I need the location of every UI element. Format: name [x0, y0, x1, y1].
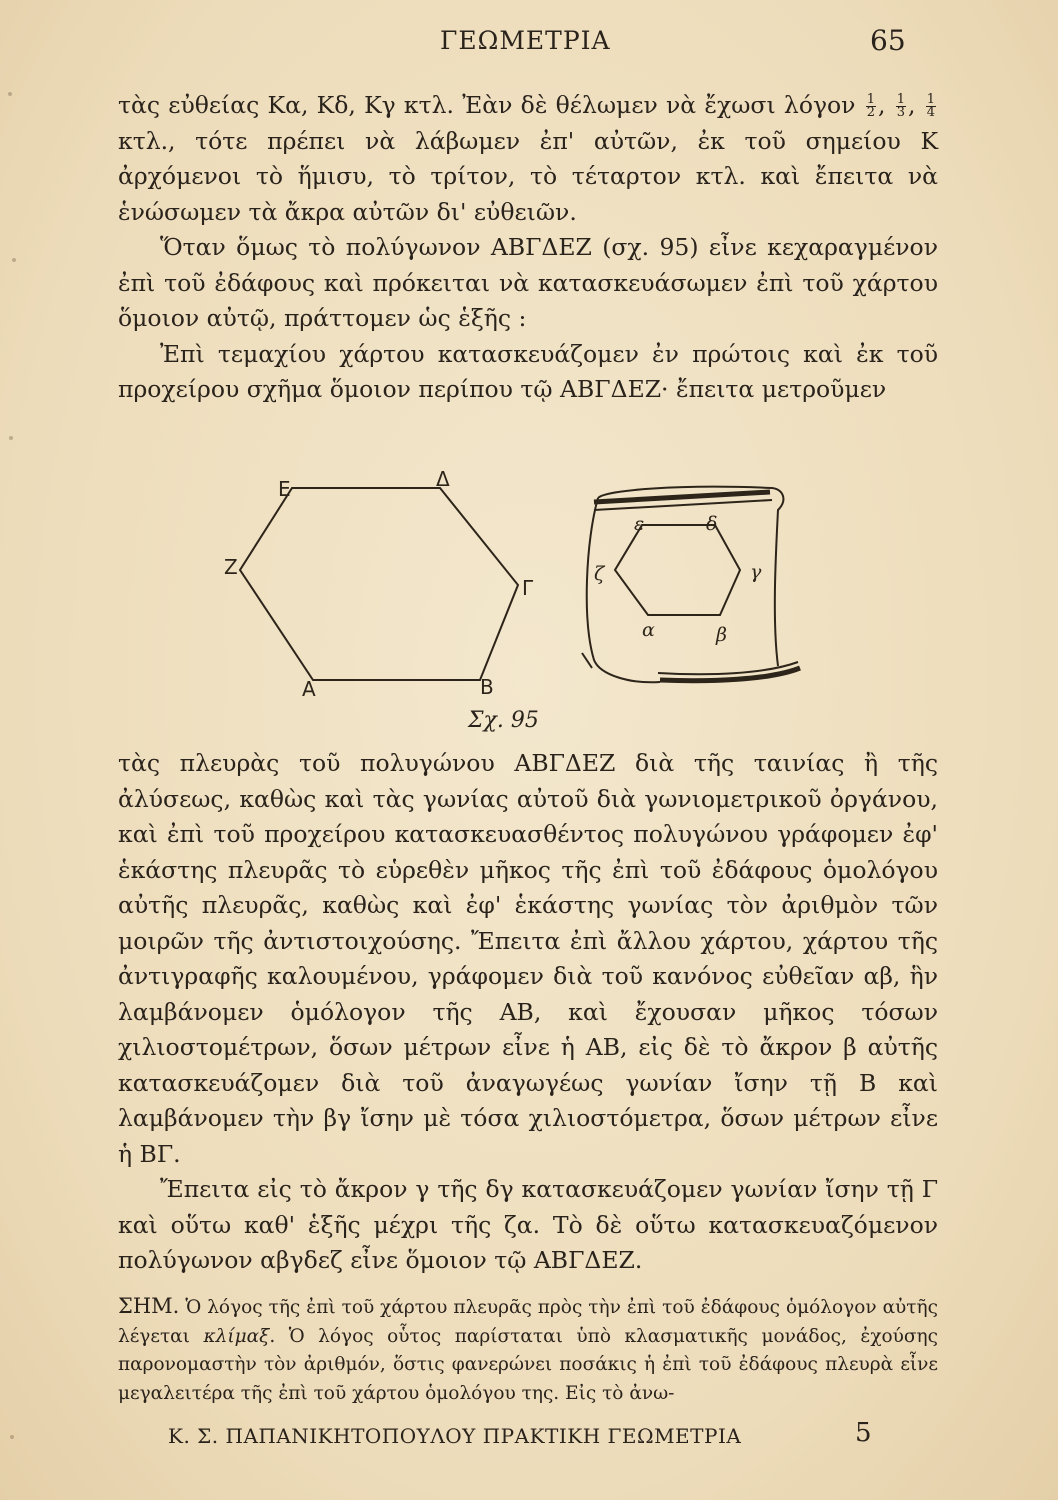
text-block-top — [118, 88, 938, 408]
paragraph: τὰς εὐθείας Κα, Κδ, Κγ κτλ. Ἐὰν δὲ θέλωμεν νὰ ἔχωσι λόγον $\frac{1}{2}$ , $\frac{1}{3}$ , $\frac{1}{4}$ κτλ., τότε πρέπει νὰ λάβωμεν ἐπ' αὐτῶν, ἐκ τοῦ σημείου Κ ἀρχόμενοι τὸ ἥμισυ, τὸ τρίτον, τὸ τέταρτον κτλ. καὶ ἔπειτα νὰ ἑνώσωμεν τὰ ἄκρα αὐτῶν δι' εὐθειῶν. — [118, 91, 938, 226]
running-title: ΓΕΩΜΕΤΡΙΑ — [440, 26, 611, 55]
note-text: . Ὁ λόγος οὗτος παρίσταται ὑπὸ κλασματικῆς μονάδος, ἐχούσης παρονομαστὴν τὸν ἀριθμόν, ὅστις φανερώνει ποσάκις ἡ ἐπὶ τοῦ ἐδάφους πλευρὰ εἶνε μεγαλειτέρα τῆς ἐπὶ τοῦ χάρτου ὁμολόγου της. Εἰς τὸ ἀνω- — [118, 1325, 938, 1404]
page-number: 65 — [870, 24, 906, 57]
paper-sheet — [582, 487, 800, 683]
paper-spot — [8, 92, 12, 96]
note-text: Ὁ λόγος τῆς ἐπὶ τοῦ χάρτου πλευρᾶς πρὸς τὴν ἐπὶ τοῦ ἐδάφους ὁμόλογον αὐτῆς λέγεται — [118, 1297, 938, 1347]
label-d: δ — [706, 513, 718, 535]
fraction-half: $\frac{1}{2}$ — [866, 92, 875, 120]
paragraph: Ἔπειτα εἰς τὸ ἄκρον γ τῆς δγ κατασκευάζομεν γωνίαν ἴσην τῇ Γ καὶ οὕτω καθ' ἑξῆς μέχρι τῆς ζα. Τὸ δὲ οὕτω κατασκευαζόμενον πολύγωνον αβγδεζ εἶνε ὅμοιον τῷ ΑΒΓΔΕΖ. — [118, 1175, 938, 1274]
figure-95 — [210, 470, 830, 740]
label-G: Γ — [522, 576, 534, 600]
label-b: β — [716, 624, 727, 646]
paper-spot — [9, 436, 13, 440]
paragraph: τὰς πλευρὰς τοῦ πολυγώνου ΑΒΓΔΕΖ διὰ τῆς ταινίας ἢ τῆς ἀλύσεως, καθὼς καὶ τὰς γωνίας αὐτοῦ διὰ γωνιομετρικοῦ ὀργάνου, καὶ ἐπὶ τοῦ προχείρου κατασκευασθέντος πολυγώνου γράφομεν ἐφ' ἑκάστης πλευρᾶς τὸ εὑρεθὲν μῆκος τῆς ἐπὶ τοῦ ἐδάφους ὁμολόγου αὐτῆς πλευρᾶς, καθὼς καὶ ἐφ' ἑκάστης γωνίας τὸν ἀριθμὸν τῶν μοιρῶν τῆς ἀντιστοιχούσης. Ἔπειτα ἐπὶ ἄλλου χάρτου, χάρτου τῆς ἀντιγραφῆς καλουμένου, γράφομεν διὰ τοῦ κανόνος εὐθεῖαν αβ, ἣν λαμβάνομεν ὁμόλογον τῆς ΑΒ, καὶ ἔχουσαν μῆκος τόσων χιλιοστομέτρων, ὅσων μέτρων εἶνε ἡ ΑΒ, εἰς δὲ τὸ ἄκρον β αὐτῆς κατασκευάζομεν διὰ τοῦ ἀναγωγέως γωνίαν ἴσην τῇ Β καὶ λαμβάνομεν τὴν βγ ἴσην μὲ τόσα χιλιοστόμετρα, ὅσων μέτρων εἶνε ἡ ΒΓ. — [118, 749, 938, 1168]
label-a: α — [642, 619, 655, 641]
page-footer — [0, 1418, 1058, 1458]
figure-drawing — [210, 470, 830, 740]
figure-caption: Σχ. 95 — [468, 708, 539, 733]
label-Z: Ζ — [224, 555, 238, 579]
label-z: ζ — [594, 563, 605, 585]
paper-spot — [10, 1435, 14, 1439]
label-B: Β — [480, 675, 494, 699]
paragraph: Ἐπὶ τεμαχίου χάρτου κατασκευάζομεν ἐν πρώτοις καὶ ἐκ τοῦ προχείρου σχῆμα ὅμοιον περίπου τῷ ΑΒΓΔΕΖ· ἔπειτα μετροῦμεν — [118, 339, 938, 403]
fraction-quarter: $\frac{1}{4}$ — [926, 92, 935, 120]
fraction-third: $\frac{1}{3}$ — [896, 92, 905, 120]
text-block-bottom — [118, 746, 938, 1279]
label-D: Δ — [436, 470, 450, 491]
hexagon-abgdez — [240, 488, 518, 680]
text-line: τὰς εὐθείας Κα, Κδ, Κγ κτλ. Ἐὰν δὲ θέλωμεν νὰ ἔχωσι λόγον — [118, 91, 856, 119]
note-label: ΣΗΜ. — [118, 1294, 180, 1318]
footnote — [118, 1292, 938, 1408]
page-header — [0, 22, 1058, 62]
label-A: Α — [302, 677, 316, 701]
footer-text: Κ. Σ. ΠΑΠΑΝΙΚΗΤΟΠΟΥΛΟΥ ΠΡΑΚΤΙΚΗ ΓΕΩΜΕΤΡΙΑ — [168, 1424, 742, 1448]
paragraph: Ὅταν ὅμως τὸ πολύγωνον ΑΒΓΔΕΖ (σχ. 95) εἶνε κεχαραγμένον ἐπὶ τοῦ ἐδάφους καὶ πρόκειται νὰ κατασκευάσωμεν ἐπὶ τοῦ χάρτου ὅμοιον αὐτῷ, πράττομεν ὡς ἑξῆς : — [118, 233, 938, 332]
paper-spot — [12, 258, 16, 262]
label-e: ε — [634, 513, 645, 535]
text-line: κτλ., τότε πρέπει νὰ λάβωμεν ἐπ' αὐτῶν, ἐκ τοῦ σημείου Κ ἀρχόμενοι τὸ ἥμισυ, τὸ τρίτον, τὸ τέταρτον κτλ. καὶ ἔπειτα νὰ ἑνώσωμεν τὰ ἄκρα αὐτῶν δι' εὐθειῶν. — [118, 126, 938, 226]
hexagon-abgdez-small — [615, 525, 740, 615]
label-E: Ε — [278, 477, 291, 501]
signature-mark: 5 — [855, 1418, 872, 1448]
label-g: γ — [750, 561, 762, 583]
note-term: κλίμαξ — [203, 1325, 270, 1347]
